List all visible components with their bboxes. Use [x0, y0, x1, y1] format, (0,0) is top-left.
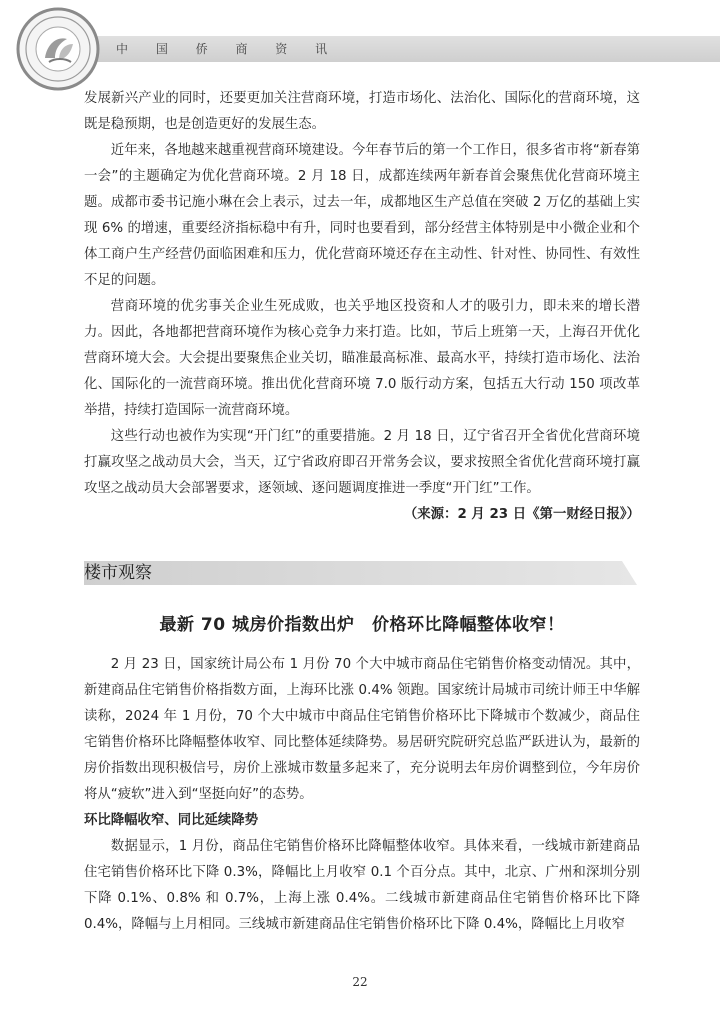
page-number: 22	[352, 975, 368, 989]
article-title: 最新 70 城房价指数出炉 价格环比降幅整体收窄！	[159, 615, 565, 635]
paragraph: 发展新兴产业的同时，还要更加关注营商环境，打造市场化、法治化、国际化的营商环境，这既是稳预期，也是创造更好的发展生态。	[84, 91, 640, 132]
section-header-bar	[84, 561, 637, 585]
paragraph: 这些行动也被作为实现“开门红”的重要措施。2 月 18 日，辽宁省召开全省优化营商环境打赢攻坚之战动员大会，当天，辽宁省政府即召开常务会议，要求按照全省优化营商环境打赢攻坚之战动员大会部署要求，逐领域、逐问题调度推进一季度“开门红”工作。	[84, 429, 640, 496]
paragraph: 营商环境的优劣事关企业生死成败，也关乎地区投资和人才的吸引力，即未来的增长潜力。因此，各地都把营商环境作为核心竞争力来打造。比如，节后上班第一天，上海召开优化营商环境大会。大会提出要聚焦企业关切，瞄准最高标准、最高水平，持续打造市场化、法治化、国际化的一流营商环境。推出优化营商环境 7.0 版行动方案，包括五大行动 150 项改革举措，持续打造国际一流营商环境。	[84, 299, 640, 418]
paragraph: 数据显示，1 月份，商品住宅销售价格环比降幅整体收窄。具体来看，一线城市新建商品住宅销售价格环比下降 0.3%，降幅比上月收窄 0.1 个百分点。其中，北京、广州和深圳分别下降 0.1%、0.8% 和 0.7%，上海上涨 0.4%。二线城市新建商品住宅销售价格环比下降 0.4%，降幅与上月相同。三线城市新建商品住宅销售价格环比下降 0.4%，降幅比上月收窄	[84, 839, 640, 932]
subheading: 环比降幅收窄、同比延续降势	[84, 813, 259, 828]
header-title: 中 国 侨 商 资 讯	[116, 42, 340, 56]
section1-body	[84, 86, 640, 528]
source-citation: （来源：2 月 23 日《第一财经日报》）	[403, 507, 640, 522]
logo-emblem-icon	[15, 6, 101, 92]
paragraph: 近年来，各地越来越重视营商环境建设。今年春节后的第一个工作日，很多省市将“新春第一会”的主题确定为优化营商环境。2 月 18 日，成都连续两年新春首会聚焦优化营商环境主题。成都市委书记施小琳在会上表示，过去一年，成都地区生产总值在突破 2 万亿的基础上实现 6% 的增速，重要经济指标稳中有升，同时也要看到，部分经营主体特别是中小微企业和个体工商户生产经营仍面临困难和压力，优化营商环境还存在主动性、针对性、协同性、有效性不足的问题。	[84, 143, 640, 288]
section2-body	[84, 652, 640, 938]
paragraph: 2 月 23 日，国家统计局公布 1 月份 70 个大中城市商品住宅销售价格变动情况。其中，新建商品住宅销售价格指数方面，上海环比涨 0.4% 领跑。国家统计局城市司统计师王中华解读称，2024 年 1 月份，70 个大中城市中商品住宅销售价格环比下降城市个数减少，商品住宅销售价格环比降幅整体收窄、同比整体延续降势。易居研究院研究总监严跃进认为，最新的房价指数出现积极信号，房价上涨城市数量多起来了，充分说明去年房价调整到位，今年房价将从“疲软”进入到“坚挺向好”的态势。	[84, 657, 640, 802]
section-label: 楼市观察	[84, 563, 152, 583]
